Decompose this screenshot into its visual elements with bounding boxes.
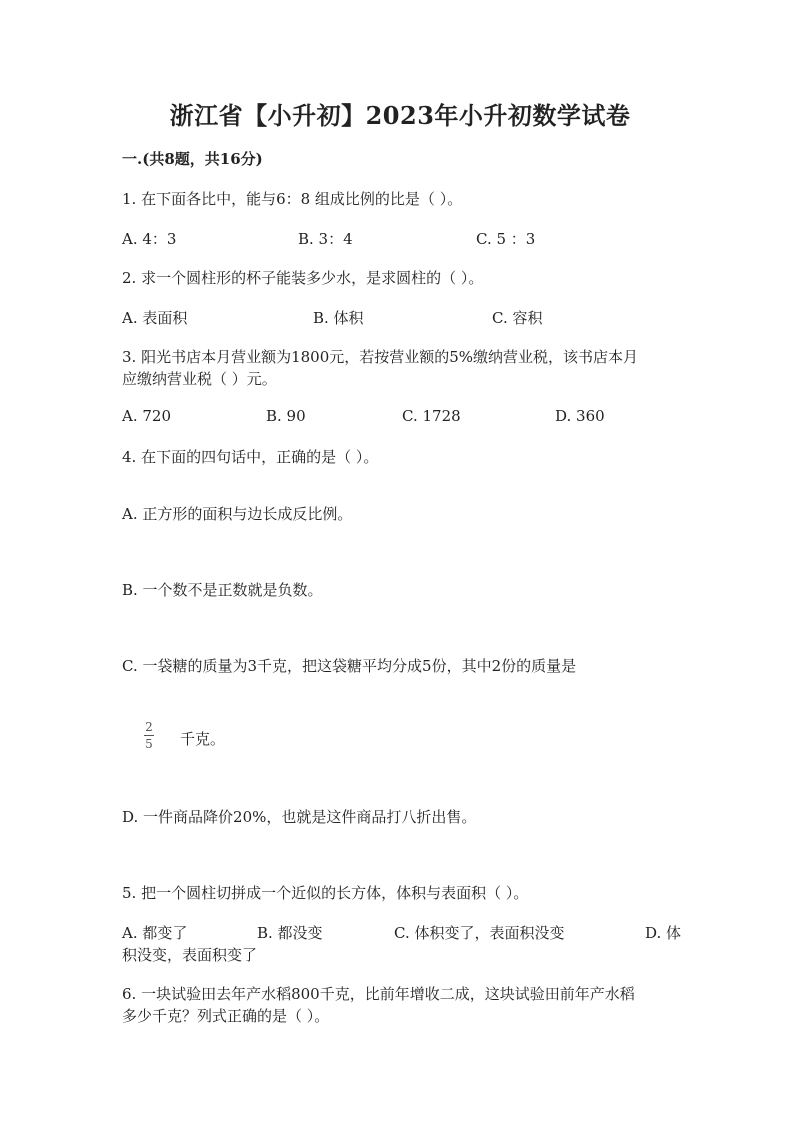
question-5-option-b[interactable]: B. 都没变 bbox=[257, 924, 323, 942]
question-1-text: 1. 在下面各比中，能与6：8 组成比例的比是（ ）。 bbox=[122, 190, 463, 208]
question-3-option-a[interactable]: A. 720 bbox=[122, 407, 171, 425]
question-2-option-b[interactable]: B. 体积 bbox=[313, 309, 364, 327]
fraction-numerator: 2 bbox=[145, 720, 153, 734]
question-2-option-c[interactable]: C. 容积 bbox=[492, 309, 543, 327]
question-3-text-line-1: 3. 阳光书店本月营业额为1800元，若按营业额的5%缴纳营业税，该书店本月 bbox=[122, 348, 639, 366]
fraction-denominator: 5 bbox=[145, 737, 153, 751]
question-2-text: 2. 求一个圆柱形的杯子能装多少水，是求圆柱的（ ）。 bbox=[122, 269, 484, 287]
section-heading: 一.(共8题，共16分) bbox=[122, 150, 263, 168]
question-4-option-b[interactable]: B. 一个数不是正数就是负数。 bbox=[122, 581, 323, 599]
page-title: 浙江省【小升初】2023年小升初数学试卷 bbox=[169, 101, 631, 130]
question-5-option-d-wrap[interactable]: 积没变，表面积变了 bbox=[122, 946, 258, 964]
question-4-option-c-fraction bbox=[144, 716, 154, 751]
question-3-option-b[interactable]: B. 90 bbox=[266, 407, 306, 425]
question-4-option-d[interactable]: D. 一件商品降价20%，也就是这件商品打八折出售。 bbox=[122, 808, 477, 826]
question-5-option-a[interactable]: A. 都变了 bbox=[122, 924, 188, 942]
question-3-option-c[interactable]: C. 1728 bbox=[402, 407, 461, 425]
question-5-option-d[interactable]: D. 体 bbox=[645, 924, 682, 942]
question-6-text-line-2: 多少千克？列式正确的是（ ）。 bbox=[122, 1007, 330, 1025]
question-2-option-a[interactable]: A. 表面积 bbox=[122, 309, 188, 327]
question-4-option-c[interactable]: C. 一袋糖的质量为3千克，把这袋糖平均分成5份，其中2份的质量是 bbox=[122, 657, 577, 675]
question-4-option-a[interactable]: A. 正方形的面积与边长成反比例。 bbox=[122, 505, 353, 523]
question-5-text: 5. 把一个圆柱切拼成一个近似的长方体，体积与表面积（ ）。 bbox=[122, 884, 529, 902]
question-1-option-a[interactable]: A. 4：3 bbox=[122, 230, 177, 248]
question-5-option-c[interactable]: C. 体积变了，表面积没变 bbox=[394, 924, 565, 942]
question-1-option-b[interactable]: B. 3：4 bbox=[298, 230, 353, 248]
question-4-option-c-unit: 千克。 bbox=[180, 730, 226, 748]
question-4-text: 4. 在下面的四句话中，正确的是（ ）。 bbox=[122, 448, 379, 466]
question-3-option-d[interactable]: D. 360 bbox=[555, 407, 605, 425]
question-3-text-line-2: 应缴纳营业税（ ）元。 bbox=[122, 370, 277, 388]
question-1-option-c[interactable]: C. 5 ：3 bbox=[476, 230, 536, 248]
fraction-bar bbox=[144, 735, 154, 736]
question-6-text-line-1: 6. 一块试验田去年产水稻800千克，比前年增收二成，这块试验田前年产水稻 bbox=[122, 985, 635, 1003]
